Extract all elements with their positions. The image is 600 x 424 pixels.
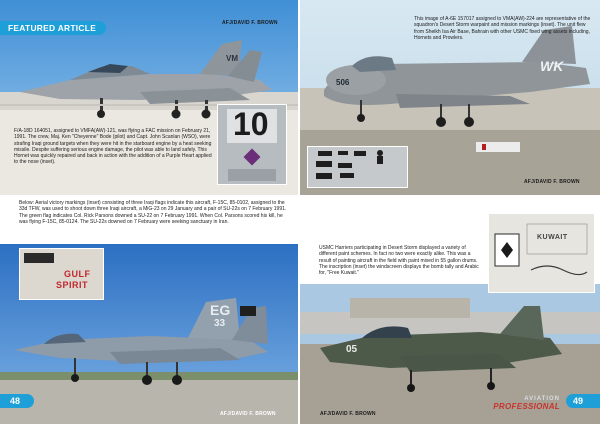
inset-lower-panel xyxy=(228,169,276,181)
inset-number-panel xyxy=(227,106,277,143)
logo-line2: PROFESSIONAL xyxy=(493,402,560,411)
page-number-left xyxy=(0,394,34,408)
prowler-inset xyxy=(307,146,408,188)
harrier-caption: USMC Harriers participating in Desert Storm displayed a variety of different paint schemes. In fact no two were exactly alike. This was a result of painting aircraft in the field with paint mixed in 55 gallon drums. The inscription (inset) the windscreen displays the bomb tally and Arabic for, "Free Kuwait." xyxy=(319,245,479,277)
sign-line2: SPIRIT xyxy=(56,280,89,290)
logo-line1: AVIATION xyxy=(524,396,560,402)
section-label: FEATURED ARTICLE xyxy=(8,23,97,33)
eagle-tail-number: 33 xyxy=(214,318,226,329)
prowler-caption: This image of A-6E 157017 assigned to VMA(AW)-224 are representative of the squadron's Desert Storm warpaint and mission markings (inset). The unit flew from Sheikh Isa Air Base, Bahrain with other USMC fixed wing assets including, Hornets and Prowlers. xyxy=(414,16,591,41)
purple-heart-icon xyxy=(244,149,261,166)
page-number: 49 xyxy=(573,396,584,406)
photo-credit: AFJ/DAVID F. BROWN xyxy=(220,411,276,417)
hornet-caption: F/A-18D 164051, assigned to VMFA(AW)-121, was flying a FAC mission on February 21, 1991. The crew, Maj. Ken "Cheyenne" Bode (pilot) and Capt. John Scanlan (WSO), were strafing Iraqi ground targets when they were hit in the starboard engine by a heat seeking missile. Despite suffering serious engine damage, the pilot was able to land safely. This Hornet was quickly repaired and back in action with the addition of a Purple Heart applied to the nose (inset). xyxy=(14,128,212,166)
page-number: 48 xyxy=(10,396,21,406)
featured-article-banner xyxy=(0,21,106,35)
kill-flags xyxy=(24,253,54,263)
photo-credit: AFJ/DAVID F. BROWN xyxy=(320,411,376,417)
photo-credit: AFJ/DAVID F. BROWN xyxy=(524,179,580,185)
publication-logo xyxy=(480,396,560,420)
inset-number: 10 xyxy=(233,106,269,142)
prowler-tail-code: WK xyxy=(540,58,564,74)
eagle-inset xyxy=(19,248,104,300)
eagle-tail-code: EG xyxy=(210,302,231,318)
eagle-caption: Below: Aerial victory markings (inset) consisting of three Iraqi flags indicate this aircraft, F-15C, 85-0102, assigned to the 33d TFW, was used to shoot down three Iraqi aircraft, a MiG-23 on 29 January and a pair of SU-22s on 7 February 1991. The green flag indicates Col. Rick Parsons downed a SU-22 on 7 February 1991. When Col. Parsons scored his kill, he was flying F-15C, 85-0124. The SU-22s downed on 7 February were seeking sanctuary in Iran. xyxy=(19,200,287,225)
harrier-inset xyxy=(488,213,595,293)
page-number-right xyxy=(566,394,600,408)
sign-line1: GULF xyxy=(64,269,91,279)
harrier-nose-number: 05 xyxy=(346,344,358,355)
prowler-nose-number: 506 xyxy=(336,78,350,87)
hornet-tail-code: VM xyxy=(226,54,238,63)
hornet-inset xyxy=(217,104,287,185)
harrier-inset-text: KUWAIT xyxy=(537,234,568,241)
photo-credit: AFJ/DAVID F. BROWN xyxy=(222,20,278,26)
